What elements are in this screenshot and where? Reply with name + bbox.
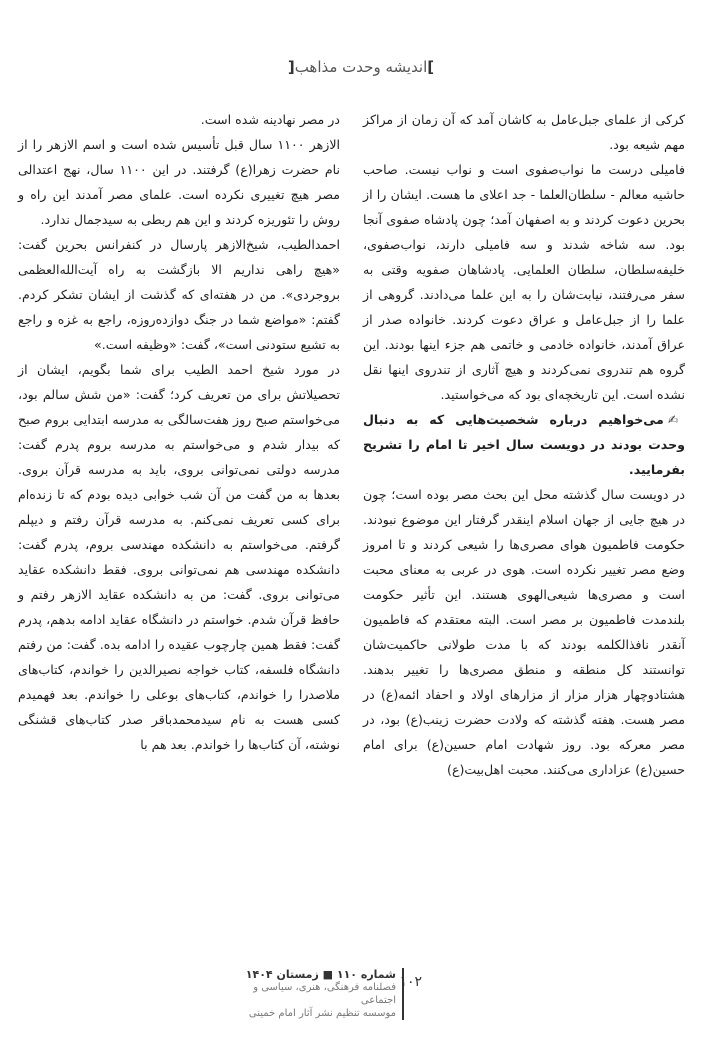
paragraph: فامیلی درست ما نواب‌صفوی است و نواب نیست. صاحب حاشیه معالم - سلطان‌العلما - جد اعلای ما هست. ایشان را از بحرین دعوت کردند و به اصفهان آمد؛ چون پادشاه صفوی آنجا بود. سه شاخه شدند و سه فامیلی دارند، نواب‌صفوی، خلیفه‌سلطان، سلطان العلمایی. پادشاهان صفویه وقتی به سفر می‌رفتند، نیابت‌شان را به این علما می‌دادند. گروهی از علما را از جبل‌عامل و عراق دعوت کردند. خانواده صدر از عراق آمدند، خانواده خادمی و خاتمی هم جزء اینها بودند. این گروه هم تندروی نمی‌کردند و هیچ آثاری از تندروی اینها نقل نشده است. این تاریخچه‌ای بود که می‌خواستید. xyxy=(363,162,685,402)
header-title: اندیشه وحدت مذاهب xyxy=(294,58,428,76)
right-column xyxy=(363,107,685,782)
issue-info: شماره ۱۱۰ ■ زمستان ۱۴۰۴ xyxy=(245,968,396,981)
paragraph: در مصر نهادینه شده است. xyxy=(200,112,340,127)
left-column xyxy=(18,107,340,757)
paragraph: در دویست سال گذشته محل این بحث مصر بوده است؛ چون در هیچ جایی از جهان اسلام اینقدر گرفتار این موضوع نبودند. حکومت فاطمیون هوای مصری‌ها را شیعی کردند و تا امروز وضع مصر تغییر نکرده است. هوی در عربی به معنای محبت است و مصری‌ها شیعی‌الهوی هستند. این تأثیر حکومت بلندمدت فاطمیون بر مصر است. البته معتقدم که فاطمیون آنقدر نافذالکلمه بودند که با مدت طولانی حاکمیت‌شان توانستند کل منطقه و منطق مصری‌ها را تغییر بدهند. هشتادوچهار هزار مزار از مزارهای اولاد و احفاد ائمه(ع) در مصر هست. هفته گذشته که ولادت حضرت زینب(ع) بود، در مصر معرکه بود. روز شهادت امام حسین(ع) برای امام حسین(ع) عزاداری می‌کنند. محبت اهل‌بیت(ع) xyxy=(363,487,685,777)
pen-icon: ✍ xyxy=(667,412,685,427)
paragraph: کرکی از علمای جبل‌عامل به کاشان آمد که آن زمان از مراکز مهم شیعه بود. xyxy=(363,112,685,152)
footer-masthead xyxy=(216,968,404,1020)
running-header: ]اندیشه وحدت مذاهب[ xyxy=(287,58,435,76)
magazine-description: فصلنامه فرهنگی، هنری، سیاسی و اجتماعی xyxy=(253,982,396,1006)
publisher-name: موسسه تنظیم نشر آثار امام خمینی xyxy=(248,1008,396,1019)
paragraph: احمدالطیب، شیخ‌الازهر پارسال در کنفرانس بحرین گفت: «هیچ راهی نداریم الا بازگشت به راه آیت‌الله‌العظمی بروجردی». من در هفته‌ای که گذشت از ایشان تشکر کردم. گفتم: «مواضع شما در جنگ دوازده‌روزه، راجع به غزه و راجع به تشیع ستودنی است»، گفت: «وظیفه است.» xyxy=(18,237,340,352)
page-number: ۱۰۲ xyxy=(399,974,422,990)
question-text: می‌خواهیم درباره شخصیت‌هایی که به دنبال وحدت بودند در دویست سال اخیر تا امام را تشریح بفرمایید. xyxy=(363,412,685,477)
paragraph: در مورد شیخ احمد الطیب برای شما بگویم، ایشان از تحصیلاتش برای من تعریف کرد؛ گفت: «من شش سالم بود، می‌خواستم صبح روز هفت‌سالگی به مدرسه ابتدایی بروم صبح که بیدار شدم و می‌خواستم به مدرسه بروم پدرم گفت: مدرسه دولتی نمی‌توانی بروی، باید به مدرسه قرآن بروی. بعدها به من گفت من آن شب خوابی دیده بودم که تا زنده‌ام برای کسی تعریف نمی‌کنم. به مدرسه قرآن رفتم و دیپلم گرفتم. می‌خواستم به دانشکده مهندسی بروم، پدرم گفت: دانشکده مهندسی هم نمی‌توانی بروی. فقط دانشکده عقاید می‌توانی بروی. گفت: من به دانشکده عقاید الازهر رفتم و حافظ قرآن شدم. خواستم در دانشگاه عقاید ادامه بدهم، پدرم گفت: فقط همین چارچوب عقیده را ادامه بده. گفت: من رفتم دانشگاه فلسفه، کتاب خواجه نصیرالدین را خواندم، کتاب‌های ملاصدرا را خواندم، کتاب‌های بوعلی را خواندم. بعد فهمیدم کسی هست به نام سیدمحمدباقر صدر کتاب‌های قشنگی نوشته، آن کتاب‌ها را خواندم. بعد هم با xyxy=(18,362,340,752)
interview-question xyxy=(363,407,685,482)
paragraph: الازهر ۱۱۰۰ سال قبل تأسیس شده است و اسم الازهر را از نام حضرت زهرا(ع) گرفتند. در این ۱۱۰۰ سال، نهج اعتدالی مصر هیچ تغییری نکرده است. علمای مصر آمدند این راه و روش را تئوریزه کردند و این هم ربطی به سیدجمال ندارد. xyxy=(18,137,340,227)
